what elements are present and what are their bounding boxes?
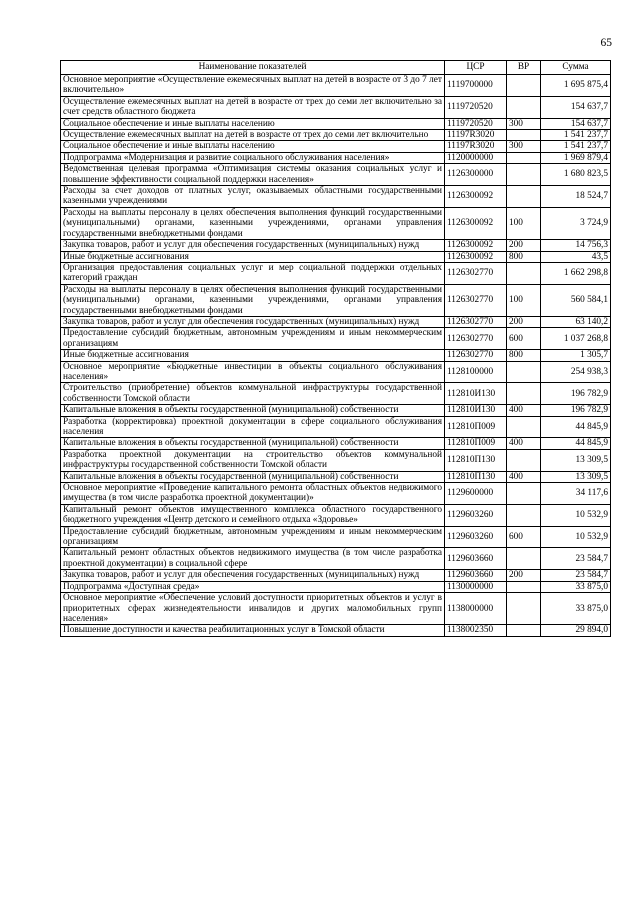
cell-name: Основное мероприятие «Обеспечение условий доступности приоритетных объектов и услуг в приоритетных сферах жизнедеятельности инвалидов и других маломобильных групп населения» bbox=[61, 593, 445, 625]
cell-vr bbox=[507, 361, 541, 383]
cell-name: Капитальные вложения в объекты государственной (муниципальной) собственности bbox=[61, 405, 445, 416]
table-row bbox=[61, 625, 611, 636]
cell-name: Ведомственная целевая программа «Оптимизация системы оказания социальных услуг и повышение эффективности социальной поддержки населения» bbox=[61, 164, 445, 186]
cell-sum: 13 309,5 bbox=[541, 449, 611, 471]
cell-vr bbox=[507, 130, 541, 141]
table-row bbox=[61, 581, 611, 592]
cell-csr: 1126302770 bbox=[445, 316, 507, 327]
table-row bbox=[61, 207, 611, 239]
cell-csr: 1126300000 bbox=[445, 164, 507, 186]
table-row bbox=[61, 284, 611, 316]
table-row bbox=[61, 251, 611, 262]
cell-vr bbox=[507, 152, 541, 163]
cell-vr bbox=[507, 581, 541, 592]
cell-csr: 1119720520 bbox=[445, 118, 507, 129]
cell-csr: 1126302770 bbox=[445, 262, 507, 284]
cell-vr: 600 bbox=[507, 328, 541, 350]
cell-sum: 10 532,9 bbox=[541, 504, 611, 526]
table-row bbox=[61, 186, 611, 208]
cell-csr: 11197R3020 bbox=[445, 141, 507, 152]
cell-csr: 112810И130 bbox=[445, 405, 507, 416]
cell-vr: 200 bbox=[507, 570, 541, 581]
cell-vr bbox=[507, 416, 541, 438]
cell-sum: 44 845,9 bbox=[541, 416, 611, 438]
cell-vr: 200 bbox=[507, 316, 541, 327]
cell-sum: 1 969 879,4 bbox=[541, 152, 611, 163]
cell-name: Капитальный ремонт областных объектов недвижимого имущества (в том числе разработка проектной документации) в социальной сфере bbox=[61, 548, 445, 570]
cell-name: Иные бюджетные ассигнования bbox=[61, 350, 445, 361]
table-row bbox=[61, 240, 611, 251]
cell-sum: 1 695 875,4 bbox=[541, 75, 611, 97]
cell-name: Основное мероприятие «Бюджетные инвестиции в объекты социального обслуживания населения» bbox=[61, 361, 445, 383]
table-row bbox=[61, 483, 611, 505]
table-row bbox=[61, 548, 611, 570]
cell-vr bbox=[507, 164, 541, 186]
cell-name: Расходы на выплаты персоналу в целях обеспечения выполнения функций государственными (муниципальными) органами, казенными учреждениями, органами управления государственными внебюджетными фондами bbox=[61, 284, 445, 316]
cell-sum: 196 782,9 bbox=[541, 405, 611, 416]
cell-csr: 1129603660 bbox=[445, 570, 507, 581]
cell-sum: 1 305,7 bbox=[541, 350, 611, 361]
cell-vr bbox=[507, 449, 541, 471]
cell-csr: 1126302770 bbox=[445, 284, 507, 316]
cell-csr: 1129603660 bbox=[445, 548, 507, 570]
table-row bbox=[61, 438, 611, 449]
cell-name: Организация предоставления социальных услуг и мер социальной поддержки отдельных категорий граждан bbox=[61, 262, 445, 284]
cell-name: Предоставление субсидий бюджетным, автономным учреждениям и иным некоммерческим организациям bbox=[61, 328, 445, 350]
table-row bbox=[61, 152, 611, 163]
cell-csr: 1138002350 bbox=[445, 625, 507, 636]
table-row bbox=[61, 526, 611, 548]
header-vr: ВР bbox=[507, 61, 541, 75]
cell-name: Расходы на выплаты персоналу в целях обеспечения выполнения функций государственными (муниципальными) органами, казенными учреждениями, органами управления государственными внебюджетными фондами bbox=[61, 207, 445, 239]
cell-sum: 1 541 237,7 bbox=[541, 141, 611, 152]
cell-vr: 300 bbox=[507, 141, 541, 152]
cell-sum: 23 584,7 bbox=[541, 548, 611, 570]
cell-name: Социальное обеспечение и иные выплаты населению bbox=[61, 118, 445, 129]
budget-table bbox=[60, 60, 611, 637]
cell-csr: 1126300092 bbox=[445, 240, 507, 251]
cell-sum: 44 845,9 bbox=[541, 438, 611, 449]
cell-vr bbox=[507, 593, 541, 625]
header-csr: ЦСР bbox=[445, 61, 507, 75]
cell-sum: 33 875,0 bbox=[541, 581, 611, 592]
cell-csr: 1129603260 bbox=[445, 526, 507, 548]
cell-csr: 112810П009 bbox=[445, 416, 507, 438]
table-row bbox=[61, 328, 611, 350]
cell-vr: 100 bbox=[507, 284, 541, 316]
table-row bbox=[61, 164, 611, 186]
cell-csr: 112810И130 bbox=[445, 383, 507, 405]
cell-name: Повышение доступности и качества реабилитационных услуг в Томской области bbox=[61, 625, 445, 636]
table-row bbox=[61, 350, 611, 361]
cell-sum: 1 037 268,8 bbox=[541, 328, 611, 350]
cell-vr bbox=[507, 262, 541, 284]
cell-sum: 196 782,9 bbox=[541, 383, 611, 405]
cell-vr: 800 bbox=[507, 350, 541, 361]
cell-vr bbox=[507, 483, 541, 505]
table-row bbox=[61, 405, 611, 416]
cell-csr: 1119720520 bbox=[445, 96, 507, 118]
table-row bbox=[61, 383, 611, 405]
cell-name: Капитальный ремонт объектов имущественного комплекса областного государственного бюджетного учреждения «Центр детского и семейного отдыха «Здоровье» bbox=[61, 504, 445, 526]
cell-sum: 10 532,9 bbox=[541, 526, 611, 548]
table-header-row bbox=[61, 61, 611, 75]
cell-sum: 34 117,6 bbox=[541, 483, 611, 505]
cell-name: Иные бюджетные ассигнования bbox=[61, 251, 445, 262]
cell-name: Осуществление ежемесячных выплат на детей в возрасте от трех до семи лет включительно bbox=[61, 130, 445, 141]
cell-csr: 1126300092 bbox=[445, 207, 507, 239]
table-row bbox=[61, 96, 611, 118]
cell-sum: 13 309,5 bbox=[541, 471, 611, 482]
cell-vr: 800 bbox=[507, 251, 541, 262]
cell-name: Разработка (корректировка) проектной документации в сфере социального обслуживания населения bbox=[61, 416, 445, 438]
cell-name: Закупка товаров, работ и услуг для обеспечения государственных (муниципальных) нужд bbox=[61, 240, 445, 251]
cell-vr: 300 bbox=[507, 118, 541, 129]
cell-name: Предоставление субсидий бюджетным, автономным учреждениям и иным некоммерческим организациям bbox=[61, 526, 445, 548]
cell-csr: 11197R3020 bbox=[445, 130, 507, 141]
cell-vr: 400 bbox=[507, 438, 541, 449]
cell-csr: 1138000000 bbox=[445, 593, 507, 625]
cell-csr: 1129600000 bbox=[445, 483, 507, 505]
cell-name: Основное мероприятие «Осуществление ежемесячных выплат на детей в возрасте от 3 до 7 лет включительно» bbox=[61, 75, 445, 97]
cell-name: Осуществление ежемесячных выплат на детей в возрасте от трех до семи лет включительно за счет средств областного бюджета bbox=[61, 96, 445, 118]
cell-name: Капитальные вложения в объекты государственной (муниципальной) собственности bbox=[61, 471, 445, 482]
cell-sum: 1 680 823,5 bbox=[541, 164, 611, 186]
cell-csr: 1126302770 bbox=[445, 328, 507, 350]
cell-vr bbox=[507, 96, 541, 118]
cell-sum: 154 637,7 bbox=[541, 118, 611, 129]
cell-sum: 29 894,0 bbox=[541, 625, 611, 636]
cell-vr bbox=[507, 504, 541, 526]
cell-vr bbox=[507, 625, 541, 636]
cell-vr: 400 bbox=[507, 405, 541, 416]
cell-sum: 1 662 298,8 bbox=[541, 262, 611, 284]
cell-csr: 1126300092 bbox=[445, 251, 507, 262]
cell-vr: 100 bbox=[507, 207, 541, 239]
header-sum: Сумма bbox=[541, 61, 611, 75]
table-row bbox=[61, 416, 611, 438]
table-row bbox=[61, 504, 611, 526]
table-row bbox=[61, 118, 611, 129]
table-row bbox=[61, 449, 611, 471]
cell-name: Закупка товаров, работ и услуг для обеспечения государственных (муниципальных) нужд bbox=[61, 316, 445, 327]
cell-sum: 14 756,3 bbox=[541, 240, 611, 251]
table-row bbox=[61, 262, 611, 284]
page-number: 65 bbox=[600, 37, 612, 49]
cell-vr bbox=[507, 75, 541, 97]
table-row bbox=[61, 141, 611, 152]
cell-name: Подпрограмма «Модернизация и развитие социального обслуживания населения» bbox=[61, 152, 445, 163]
table-row bbox=[61, 471, 611, 482]
cell-sum: 560 584,1 bbox=[541, 284, 611, 316]
cell-vr: 200 bbox=[507, 240, 541, 251]
cell-sum: 63 140,2 bbox=[541, 316, 611, 327]
cell-name: Основное мероприятие «Проведение капитального ремонта областных объектов недвижимого имущества (в том числе разработка проектной документации)» bbox=[61, 483, 445, 505]
cell-vr bbox=[507, 548, 541, 570]
cell-sum: 33 875,0 bbox=[541, 593, 611, 625]
table-row bbox=[61, 361, 611, 383]
cell-sum: 18 524,7 bbox=[541, 186, 611, 208]
cell-sum: 3 724,9 bbox=[541, 207, 611, 239]
table-row bbox=[61, 75, 611, 97]
table-row bbox=[61, 593, 611, 625]
cell-sum: 43,5 bbox=[541, 251, 611, 262]
cell-name: Строительство (приобретение) объектов коммунальной инфраструктуры государственной собственности Томской области bbox=[61, 383, 445, 405]
cell-csr: 1126300092 bbox=[445, 186, 507, 208]
cell-name: Расходы за счет доходов от платных услуг, оказываемых областными государственными казенными учреждениями bbox=[61, 186, 445, 208]
cell-csr: 1119700000 bbox=[445, 75, 507, 97]
header-name: Наименование показателей bbox=[61, 61, 445, 75]
cell-name: Социальное обеспечение и иные выплаты населению bbox=[61, 141, 445, 152]
cell-name: Закупка товаров, работ и услуг для обеспечения государственных (муниципальных) нужд bbox=[61, 570, 445, 581]
cell-csr: 112810П130 bbox=[445, 449, 507, 471]
cell-name: Разработка проектной документации на строительство объектов коммунальной инфраструктуры государственной собственности Томской области bbox=[61, 449, 445, 471]
table-row bbox=[61, 570, 611, 581]
table-row bbox=[61, 316, 611, 327]
table-row bbox=[61, 130, 611, 141]
cell-csr: 112810П009 bbox=[445, 438, 507, 449]
cell-csr: 1128100000 bbox=[445, 361, 507, 383]
cell-name: Подпрограмма «Доступная среда» bbox=[61, 581, 445, 592]
cell-csr: 112810П130 bbox=[445, 471, 507, 482]
cell-sum: 154 637,7 bbox=[541, 96, 611, 118]
cell-csr: 1130000000 bbox=[445, 581, 507, 592]
cell-vr bbox=[507, 186, 541, 208]
cell-sum: 23 584,7 bbox=[541, 570, 611, 581]
cell-csr: 1120000000 bbox=[445, 152, 507, 163]
cell-csr: 1129603260 bbox=[445, 504, 507, 526]
cell-vr: 600 bbox=[507, 526, 541, 548]
cell-vr bbox=[507, 383, 541, 405]
cell-sum: 254 938,3 bbox=[541, 361, 611, 383]
cell-vr: 400 bbox=[507, 471, 541, 482]
cell-name: Капитальные вложения в объекты государственной (муниципальной) собственности bbox=[61, 438, 445, 449]
cell-csr: 1126302770 bbox=[445, 350, 507, 361]
cell-sum: 1 541 237,7 bbox=[541, 130, 611, 141]
